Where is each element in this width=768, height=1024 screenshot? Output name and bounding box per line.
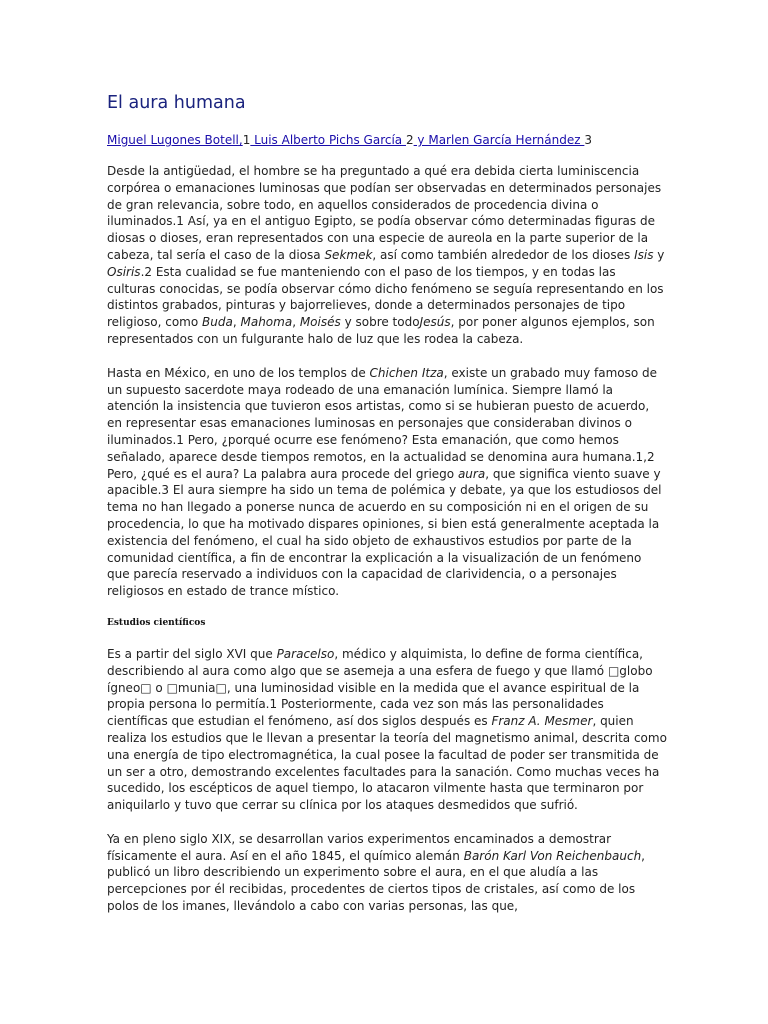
author-ref-2: 2 [405, 133, 414, 147]
p2-text-1: Hasta en México, en uno de los templos de [107, 365, 370, 380]
p1-italic-mahoma: Mahoma [240, 315, 293, 330]
p1-text-4: .2 Esta cualidad se fue manteniendo con el paso de los tiempos, y en todas las culturas conocidas, se podía observar cómo dicho fenómeno se seguía representando en los distintos grabados, pinturas y bajorrelieves, donde a determinados personajes de tipo religioso, como [107, 264, 664, 330]
p2-italic-chichen-itza: Chichen Itza [369, 365, 444, 380]
author-ref-1: 1 [242, 133, 251, 147]
section-heading: Estudios científicos [107, 617, 206, 628]
p3-italic-mesmer: Franz A. Mesmer [491, 714, 593, 729]
p3-italic-paracelso: Paracelso [276, 646, 335, 661]
author-link-garcia[interactable]: y Marlen García Hernández [413, 133, 585, 147]
p1-italic-jesus: Jesús [419, 315, 451, 330]
author-ref-3: 3 [584, 133, 592, 147]
article [107, 92, 667, 915]
p1-italic-buda: Buda [202, 315, 233, 330]
p2-text-2: , existe un grabado muy famoso de un supuesto sacerdote maya rodeado de una emanación lumínica. Siempre llamó la atención la insistencia que tuvieron esos artistas, como si se hubieran puesto de acuerdo, en representar esas emanaciones luminosas en personajes que consideraban divinos o iluminados.1 Pero, ¿porqué ocurre ese fenómeno? Esta emanación, que como hemos señalado, aparece desde tiempos remotos, en la actualidad se denomina aura humana.1,2 Pero, ¿qué es el aura? La palabra aura procede del griego [107, 365, 658, 481]
paragraph-2 [107, 365, 667, 600]
p2-text-3: , que significa viento suave y apacible.3 El aura siempre ha sido un tema de polémica y debate, ya que los estudiosos del tema no han llegado a ponerse nunca de acuerdo en su composición ni en el origen de su procedencia, lo que ha motivado dispares opiniones, si bien está generalmente aceptada la existencia del fenómeno, el cual ha sido objeto de exhaustivos estudios por parte de la comunidad científica, a fin de encontrar la explicación a la visualización de un fenómeno que parecía reservado a individuos con la capacidad de clarividencia, o a personajes religiosos en estado de trance místico. [107, 466, 662, 599]
author-line [107, 132, 667, 148]
p3-text-2: , médico y alquimista, lo define de forma científica, describiendo al aura como algo que se asemeja a una esfera de fuego y que llamó □globo ígneo□ o □munia□, una luminosidad visible en la medida que el avance espiritual de la propia persona lo permitía.1 Posteriormente, cada vez son más las personalidades científicas que estudian el fenómeno, así dos siglos después es [107, 646, 653, 729]
p1-italic-isis: Isis [634, 247, 654, 262]
p1-text-8: , por poner algunos ejemplos, son representados con un fulgurante halo de luz que les rodea la cabeza. [107, 315, 655, 346]
p1-italic-osiris: Osiris [107, 264, 141, 279]
p1-text-3: y [653, 247, 665, 262]
p1-text-7: y sobre todo [340, 315, 420, 330]
p3-text-3: , quien realiza los estudios que le llevan a presentar la teoría del magnetismo animal, descrita como una energía de tipo electromagnética, la cual posee la facultad de poder ser transmitida de un ser a otro, demostrando excelentes facultades para la sanación. Como muchas veces ha sucedido, los escépticos de aquel tiempo, lo atacaron vilmente hasta que terminaron por aniquilarlo y tuvo que cerrar su clínica por los ataques desmedidos que sufrió. [107, 714, 667, 813]
author-link-pichs[interactable]: Luis Alberto Pichs García [250, 133, 406, 147]
paragraph-3 [107, 646, 667, 814]
p3-text-1: Es a partir del siglo XVI que [107, 646, 277, 661]
p4-italic-reichenbauch: Barón Karl Von Reichenbauch [463, 848, 642, 863]
p4-text-2: , publicó un libro describiendo un experimento sobre el aura, en el que aludía a las percepciones por él recibidas, procedentes de ciertos tipos de cristales, así como de los polos de los imanes, llevándolo a cabo con varias personas, las que, [107, 848, 645, 914]
article-title: El aura humana [107, 93, 246, 113]
p1-italic-sekmek: Sekmek [324, 247, 373, 262]
author-link-lugones[interactable]: Miguel Lugones Botell, [107, 133, 243, 147]
p1-text-2: , así como también alrededor de los dioses [372, 247, 635, 262]
p2-italic-aura: aura [457, 466, 486, 481]
p4-text-1: Ya en pleno siglo XIX, se desarrollan varios experimentos encaminados a demostrar físicamente el aura. Así en el año 1845, el químico alemán [107, 831, 612, 863]
p1-italic-moises: Moisés [299, 315, 341, 330]
paragraph-1 [107, 163, 667, 348]
paragraph-4 [107, 831, 667, 915]
p1-text-1: Desde la antigüedad, el hombre se ha preguntado a qué era debida cierta luminiscencia corpórea o emanaciones luminosas que podían ser observadas en determinados personajes de gran relevancia, sobre todo, en aquellos considerados de procedencia divina o iluminados.1 Así, ya en el antiguo Egipto, se podía observar cómo determinadas figuras de diosas o dioses, eran representados con una especie de aureola en la parte superior de la cabeza, tal sería el caso de la diosa [107, 164, 662, 262]
p1-text-5: , [232, 315, 241, 330]
p1-text-6: , [292, 315, 300, 330]
